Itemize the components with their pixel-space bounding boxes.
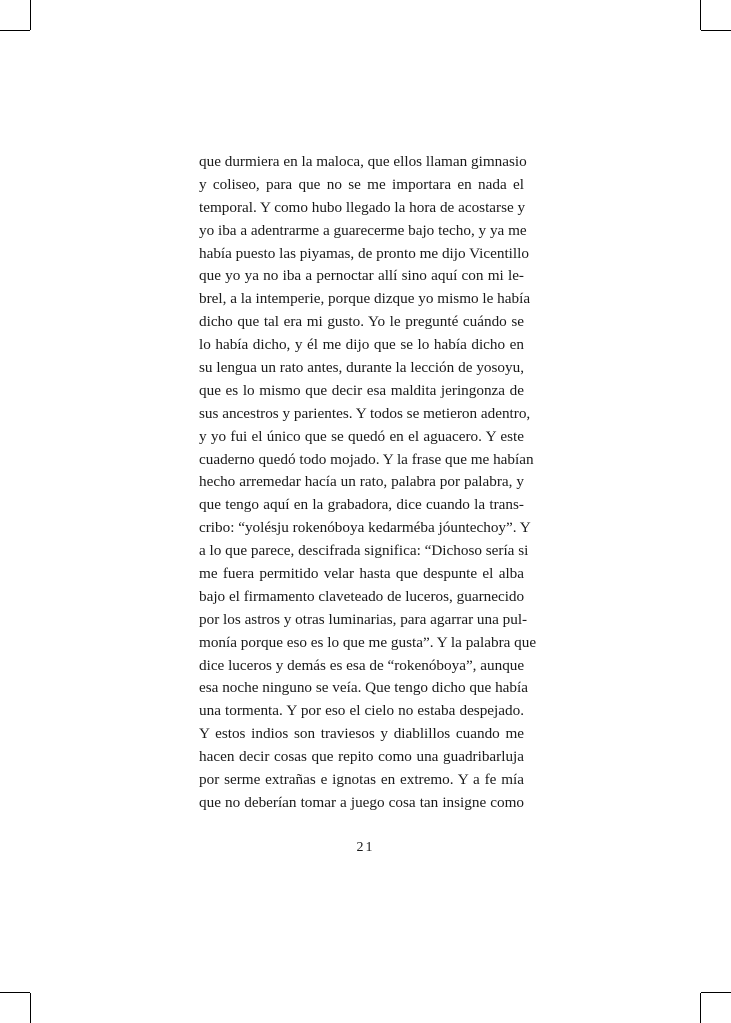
text-line: monía porque eso es lo que me gusta”. Y la palabra que (199, 633, 537, 651)
text-line: hacen decir cosas que repito como una guadribarluja (199, 748, 524, 766)
crop-mark-bottom-left-h (0, 992, 30, 993)
text-line: que durmiera en la maloca, que ellos llaman gimnasio (199, 153, 527, 170)
crop-mark-bottom-left-v (30, 993, 31, 1023)
text-line: bajo el firmamento claveteado de luceros, guarnecido (199, 587, 525, 605)
text-line: por serme extrañas e ignotas en extremo. Y a fe mía (199, 771, 524, 789)
text-line: a lo que parece, descifrada significa: “Dichoso sería si (199, 542, 529, 560)
text-line: yo iba a adentrarme a guarecerme bajo techo, y ya me (199, 221, 527, 239)
text-line: Y estos indios son traviesos y diablillos cuando me (199, 725, 524, 743)
crop-mark-top-right-h (701, 30, 731, 31)
text-line: que yo ya no iba a pernoctar allí sino aquí con mi le- (199, 267, 524, 285)
crop-mark-bottom-right-v (700, 993, 701, 1023)
text-line: esa noche ninguno se veía. Que tengo dicho que había (199, 679, 528, 697)
crop-mark-top-right-v (700, 0, 701, 30)
text-line: dice luceros y demás es esa de “rokenóboya”, aunque (199, 656, 525, 674)
text-line: cuaderno quedó todo mojado. Y la frase que me habían (199, 450, 534, 468)
text-line: brel, a la intemperie, porque dizque yo mismo le había (199, 290, 531, 308)
text-line: y coliseo, para que no se me importara en nada el (199, 175, 524, 193)
text-line: dicho que tal era mi gusto. Yo le pregunté cuándo se (199, 313, 524, 331)
text-line: que es lo mismo que decir esa maldita jeringonza de (199, 381, 524, 399)
text-line: que no deberían tomar a juego cosa tan insigne como (199, 793, 524, 811)
text-line: había puesto las piyamas, de pronto me dijo Vicentillo (199, 244, 529, 262)
text-line: y yo fui el único que se quedó en el aguacero. Y este (199, 427, 524, 445)
text-line: cribo: “yolésju rokenóboya kedarméba jóuntechoy”. Y (199, 519, 531, 537)
text-line: sus ancestros y parientes. Y todos se metieron adentro, (199, 404, 531, 422)
text-line: por los astros y otras luminarias, para agarrar una pul- (199, 610, 528, 628)
crop-mark-bottom-right-h (701, 992, 731, 993)
text-line: me fuera permitido velar hasta que despunte el alba (199, 565, 524, 583)
body-text (199, 151, 537, 815)
text-line: su lengua un rato antes, durante la lección de yosoyu, (199, 359, 524, 377)
page-number: 21 (356, 840, 375, 855)
text-line: temporal. Y como hubo llegado la hora de acostarse y (199, 198, 526, 216)
text-line: hecho arremedar hacía un rato, palabra por palabra, y (199, 473, 524, 491)
crop-mark-top-left-v (30, 0, 31, 30)
text-line: una tormenta. Y por eso el cielo no estaba despejado. (199, 702, 524, 720)
text-line: que tengo aquí en la grabadora, dice cuando la trans- (199, 496, 524, 514)
crop-mark-top-left-h (0, 30, 30, 31)
text-line: lo había dicho, y él me dijo que se lo había dicho en (199, 336, 524, 354)
